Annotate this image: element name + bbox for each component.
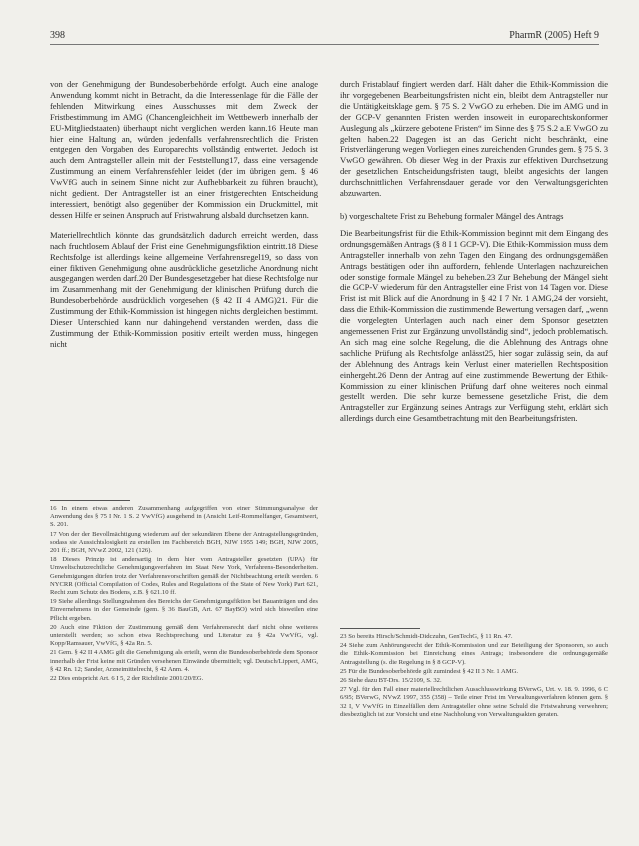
footnote: 24 Siehe zum Anhörungsrecht der Ethik-Kommission und zur Beteiligung der Sponsoren, so auch die Ethik-Kommission bei Einreichung eines Antrags; insbesondere die ordnungsgemäße Antragstellung (s. die Regelung in § 8 GCP-V). — [340, 642, 608, 666]
header-rule — [50, 44, 599, 45]
footnote: 21 Gem. § 42 II 4 AMG gilt die Genehmigung als erteilt, wenn die Bundesoberbehörde dem Sponsor innerhalb der Frist keine mit Gründen versehenen Einwände übermittelt; vgl. Deutsch/Lippert, AMG, § 42 Rn. 12; Sander, Arzneimittelrecht, § 42 Anm. 4. — [50, 649, 318, 673]
footnote: 18 Dieses Prinzip ist andersartig in dem hier vom Antragsteller gesetzten (UPA) für Umweltschutzrechtliche Genehmigungsverfahren im Staat New York, Verfahrens-Besonderheiten. Genehmigungen dürfen trotz der Verfahrensvorschriften gemäß der Nichtbeachtung erteilt werden. 6 NYCRR (Official Compilation of Codes, Rules and Regulations of the State of New York) Part 621, Recht zum Schutz des Bodens, z.B. § 621.10 ff. — [50, 556, 318, 597]
paragraph: Materiellrechtlich könnte das grundsätzlich dadurch erreicht werden, dass nach fruchtlosem Ablauf der Frist eine Genehmigungsfiktion eintritt.18 Diese Rechtsfolge ist allerdings keine allgemeine Verfahrensregel19, so dass von einer fiktiven Genehmigung ohne ausdrückliche gesetzliche Anordnung nicht ausgegangen werden darf.20 Der Bundesgesetzgeber hat diese Rechtsfolge nur im Zusammenhang mit der Genehmigung der klinischen Prüfung durch die Bundesoberbehörde ausdrücklich vorgesehen (§ 42 II 4 AMG)21. Für die Zustimmung der Ethik-Kommission ist hingegen nichts dergleichen bestimmt. Dieser Unterschied kann nur dahingehend verstanden werden, dass die Zustimmung der Ethik-Kommission positiv erteilt werden muss, hingegen nicht — [50, 229, 318, 349]
footnotes-left — [50, 505, 318, 684]
page-header — [50, 30, 599, 44]
footnote: 20 Auch eine Fiktion der Zustimmung gemäß dem Verfahrensrecht darf nicht ohne weiteres unterstellt werden; so schon etwa Rechtsprechung und Literatur zu § 42a VwVfG, vgl. Kopp/Ramsauer, VwVfG, § 42a Rn. 5. — [50, 623, 318, 648]
footnote-separator — [340, 628, 420, 629]
footnote: 25 Für die Bundesoberbehörde gilt zumindest § 42 II 3 Nr. 1 AMG. — [340, 667, 519, 675]
paragraph: durch Fristablauf fingiert werden darf. Hält daher die Ethik-Kommission die ihr vorgegebenen Bearbeitungsfristen nicht ein, bleibt dem Antragsteller nur die Untätigkeitsklage gem. § 75 S. 2 VwGO zu erheben. Die im AMG und in der GCP-V genannten Fristen werden insoweit in europarechtskonformer Auslegung als „kürzere gebotene Fristen“ im Sinne des § 75 S.2 a.E VwGO zu gelten haben.22 Dagegen ist an das Gericht nicht beschränkt, eine Fristverlängerung wegen Vorliegen eines zureichenden Grundes gem. § 75 S. 3 VwGO gewähren. Ob dieser Weg in der Praxis zur effektiven Durchsetzung der gesetzlichen Entscheidungsfristen taugt, bleibt angesichts der langen durchschnittlichen Verfahrensdauer gerade vor den Verwaltungsgerichten abzuwarten. — [340, 79, 608, 199]
footnote: 22 Dies entspricht Art. 6 I 5, 2 der Richtlinie 2001/20/EG. — [50, 675, 204, 683]
footnote: 16 In einem etwas anderen Zusammenhang aufgegriffen von einer Stimmungsanalyse der Anwendung des § 75 I Nr. 1 S. 2 VwVfG) ausgehend in (Ansicht Leif-Rommelfanger, Gesamtwert, S. 201. — [50, 505, 318, 529]
footnote: 23 So bereits Hirsch/Schmidt-Didczuhn, GenTechG, § 11 Rn. 47. — [340, 633, 513, 640]
left-column — [50, 79, 318, 359]
footnote-separator — [50, 500, 130, 501]
footnote: 27 Vgl. für den Fall einer materiellrechtlichen Ausschlusswirkung BVerwG, Urt. v. 18. 9. 1996, 6 C 6/95; BVerwG, NVwZ 1997, 355 (358) – Teile einer Frist im Verwaltungsverfahren können gem. § 32 I, V VwVfG in Einzelfällen dem Antragsteller ohne seine Schuld die Fristwahrung verwehren; diesbezüglich ist zur Vorsicht und eine Nachholung von Verwaltungsakten geraten. — [340, 686, 608, 718]
paragraph: von der Genehmigung der Bundesoberbehörde erfolgt. Auch eine analoge Anwendung kommt nicht in Betracht, da die Interessenlage für die Fälle der fehlenden Mitwirkung eines Ausschusses mit dem Zweck der Fristbestimmung im AMG (Chancengleichheit im Wettbewerb innerhalb der EU-Mitgliedstaaten) überhaupt nicht verglichen werden kann.16 Heute man hier eine Haltung an, würden jedenfalls verfahrensrechtlich die Fristen entgegen den Vorgaben des Europarechts vollständig entwertet. Jedoch ist auch dem Antragsteller allein mit der Feststellung17, dass eine versagende Zustimmung an einem Verfahrensfehler leidet (der im übrigen gem. § 46 VwVfG auch in seinem Sinne nicht zur Aufhebbarkeit zu führen braucht), nicht gedient. Der Antragsteller ist an einer fristgerechten Entscheidung interessiert, benötigt also gegenüber der Kommission ein Druckmittel, mit dessen Hilfe er seinen Anspruch auf Fristwahrung alsbald durchsetzen kann. — [50, 79, 318, 220]
footnote: 17 Von der der Bevollmächtigung wiederum auf der sekundären Ebene der Antragstellungsgründen, sodass sie Aussichtslosigkeit zu erstellen im Fachbereich BGH, NJW 1955 149; BGH, NJW 2005, 201 ff.; BGH, NVwZ 2002, 121 (126). — [50, 530, 318, 555]
paragraph: Die Bearbeitungsfrist für die Ethik-Kommission beginnt mit dem Eingang des ordnungsgemäßen Antrags (§ 8 I 1 GCP-V). Die Ethik-Kommission muss dem Antragsteller innerhalb von zehn Tagen den Eingang des ordnungsgemäßen Antrags bestätigen oder ihn auffordern, fehlende Unterlagen nachzureichen oder sonstige formale Mängel zu beheben.23 Zur Behebung der Mängel sieht die GCP-V wiederum für den Antragsteller eine Frist von 14 Tagen vor. Diese Frist ist mit Blick auf die Anordnung in § 42 I 7 Nr. 1 AMG,24 der vorsieht, dass die Ethik-Kommission die zustimmende Bewertung versagen darf, „wenn die vorgelegten Unterlagen auch nach einer dem Sponsor gesetzten angemessenen Frist zur Ergänzung unvollständig sind“, jedoch problematisch. An sich mag eine solche Regelung, die die Ablehnung des Antrags ohne sachliche Prüfung als Rechtsfolge anlässt25, hier sogar zulässig sein, da auf der Ablehnung des Antrags kein Verlust einer materiellen Rechtsposition einhergeht.26 Denn der Antrag auf eine zustimmende Bewertung der Ethik-Kommission zu einer klinischen Prüfung darf ohne weiteres noch einmal gestellt werden. Die sehr kurze bemessene gesetzliche Frist, die dem Antragsteller zur Ergänzung seines Antrags zur Verfügung steht, erklärt sich allerdings durch eine Gesamtbetrachtung mit den Bearbeitungsfristen. — [340, 227, 608, 424]
footnote: 19 Siehe allerdings Stellungnahmen des Bereichs der Genehmigungsfiktion bei Bauanträgen und des Einvernehmens in der Gemeinde (gem. § 36 BauGB, Art. 67 BayBO) wird sich bisweilen eine Pflicht ergeben. — [50, 598, 318, 622]
footnote: 26 Siehe dazu BT-Drs. 15/2109, S. 32. — [340, 677, 442, 685]
section-heading: b) vorgeschaltete Frist zu Behebung formaler Mängel des Antrags — [340, 210, 564, 221]
footnotes-right — [340, 633, 608, 720]
right-column — [340, 79, 608, 433]
page-number: 398 — [50, 30, 65, 41]
journal-title: PharmR (2005) Heft 9 — [509, 30, 599, 41]
